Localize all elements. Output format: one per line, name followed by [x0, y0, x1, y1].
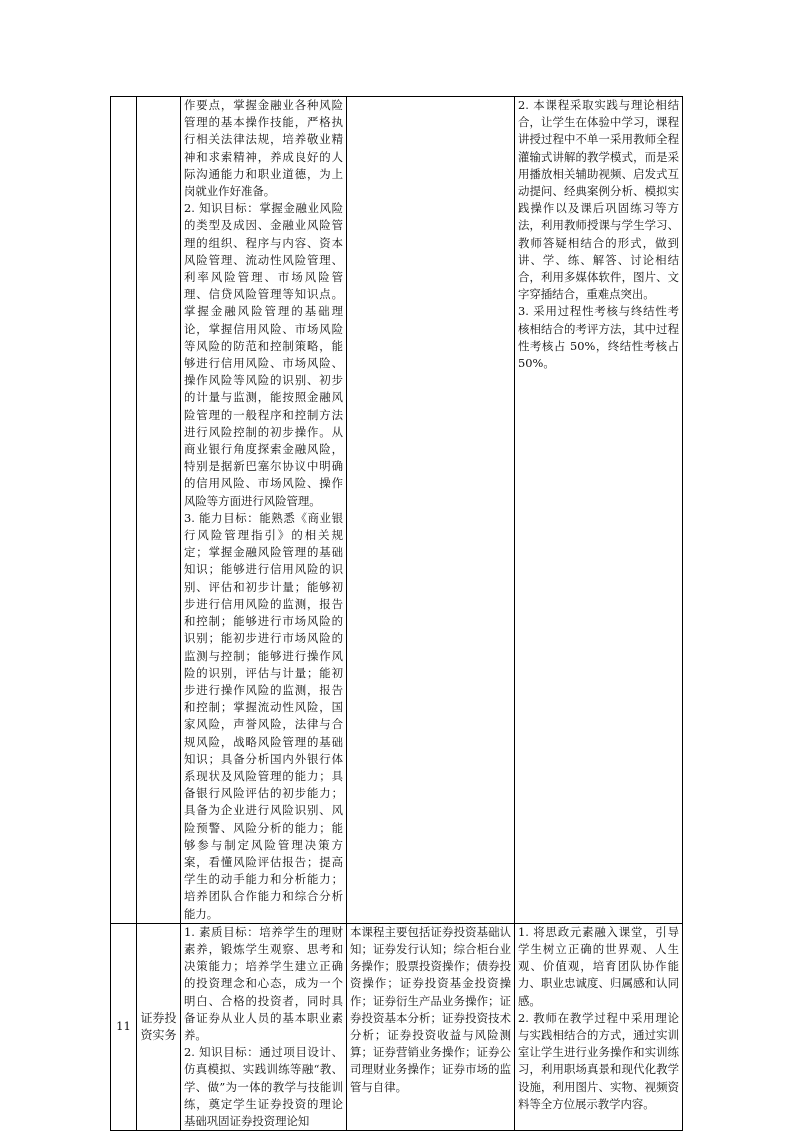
course-name: [137, 97, 181, 924]
course-table: [110, 96, 683, 1131]
method-paragraph: 1. 将思政元素融入课堂，引导学生树立正确的世界观、人生观、价值观，培育团队协作能力、职业忠诚度、归属感和认同感。: [518, 924, 679, 1008]
course-goals-cell: [181, 97, 347, 924]
goal-paragraph: 2. 知识目标：掌握金融业风险的类型及成因、金融业风险管理的组织、程序与内容、资本风险管理、流动性风险管理、利率风险管理、市场风险管理、信贷风险管理等知识点。掌握金融风险管理的基础理论，掌握信用风险、市场风险等风险的防范和控制策略，能够进行信用风险、市场风险、操作风险等风险的识别、初步的计量与监测，能按照金融风险管理的一般程序和控制方法进行风险控制的初步操作。从商业银行角度探索金融风险，特别是据新巴塞尔协议中明确的信用风险、市场风险、操作风险等方面进行风险管理。: [184, 201, 343, 508]
goal-paragraph: 2. 知识目标：通过项目设计、仿真模拟、实践训练等融“教、学、做”为一体的教学与技能训练，奠定学生证券投资的理论基础巩固证券投资理论知: [184, 1045, 343, 1128]
goal-paragraph: 作要点，掌握金融业各种风险管理的基本操作技能，严格执行相关法律法规，培养敬业精神和求索精神，养成良好的人际沟通能力和职业道德，为上岗就业作好准备。: [184, 98, 343, 199]
goal-paragraph: 3. 能力目标：能熟悉《商业银行风险管理指引》的相关规定；掌握金融风险管理的基础知识；能够进行信用风险的识别、评估和初步计量；能够初步进行信用风险的监测，报告和控制；能够进行市场风险的识别；能初步进行市场风险的监测与控制；能够进行操作风险的识别，评估与计量；能初步进行操作风险的监测，报告和控制；掌握流动性风险，国家风险，声誉风险，法律与合规风险，战略风险管理的基础知识；具备分析国内外银行体系现状及风险管理的能力；具备银行风险评估的初步能力；具备为企业进行风险识别、风险预警、风险分析的能力；能够参与制定风险管理决策方案，看懂风险评估报告；提高学生的动手能力和分析能力；培养团队合作能力和综合分析能力。: [184, 510, 343, 921]
course-name: 证券投资实务: [137, 923, 181, 1130]
teaching-method-cell: [515, 97, 683, 924]
course-goals-cell: [181, 923, 347, 1130]
goal-paragraph: 1. 素质目标：培养学生的理财素养，锻炼学生观察、思考和决策能力；培养学生建立正确的投资理念和心态，成为一个明白、合格的投资者，同时具备证券从业人员的基本职业素养。: [184, 924, 343, 1042]
method-paragraph: 3. 采用过程性考核与终结性考核相结合的考评方法，其中过程性考核占 50%，终结性考核占 50%。: [518, 304, 679, 371]
row-number: [111, 97, 137, 924]
course-content-cell: [347, 923, 515, 1130]
table-row: [111, 97, 683, 924]
row-number: 11: [111, 923, 137, 1130]
course-content-cell: [347, 97, 515, 924]
teaching-method-cell: [515, 923, 683, 1130]
method-paragraph: 2. 教师在教学过程中采用理论与实践相结合的方式，通过实训室让学生进行业务操作和实训练习，利用职场真景和现代化教学设施，利用图片、实物、视频资料等全方位展示教学内容。: [518, 1010, 679, 1111]
table-row: [111, 923, 683, 1130]
content-paragraph: 本课程主要包括证券投资基础认知；证券发行认知；综合柜台业务操作；股票投资操作；债券投资操作；证券投资基金投资操作；证券衍生产品业务操作；证券投资基本分析；证券投资技术分析；证券投资收益与风险测算；证券营销业务操作；证券公司理财业务操作；证券市场的监管与自律。: [350, 924, 511, 1094]
method-paragraph: 2. 本课程采取实践与理论相结合，让学生在体验中学习，课程讲授过程中不单一采用教师全程灌输式讲解的教学模式，而是采用播放相关辅助视频、启发式互动提问、经典案例分析、模拟实践操作以及课后巩固练习等方法，利用教师授课与学生学习、教师答疑相结合的形式，做到讲、学、练、解答、讨论相结合，利用多媒体软件，图片、文字穿插结合，重难点突出。: [518, 98, 679, 302]
